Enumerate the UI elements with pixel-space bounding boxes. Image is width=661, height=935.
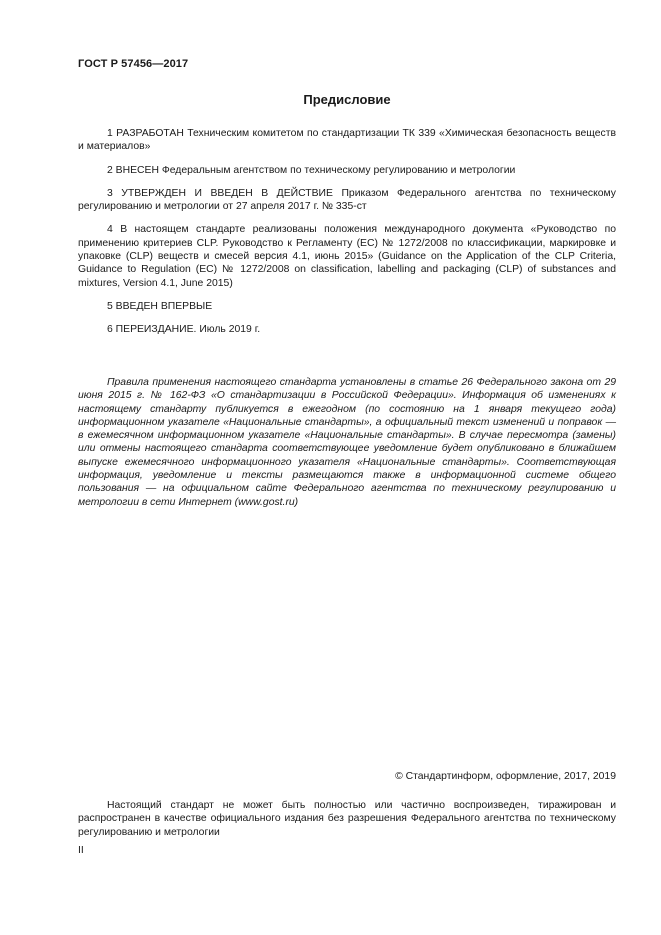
- usage-rules-notice: Правила применения настоящего стандарта установлены в статье 26 Федерального закона от 29 июня 2015 г. № 162-ФЗ «О стандартизации в Российской Федерации». Информация об изменениях к настоящему стандарту публикуется в ежегодном (по состоянию на 1 января текущего года) информационном указателе «Национальные стандарты», а официальный текст изменений и поправок — в ежемесячном информационном указателе «Национальные стандарты». В случае пересмотра (замены) или отмены настоящего стандарта соответствующее уведомление будет опубликовано в ближайшем выпуске ежемесячного информационного указателя «Национальные стандарты». Соответствующая информация, уведомление и тексты размещаются также в информационной системе общего пользования — на официальном сайте Федерального агентства по техническому регулированию и метрологии в сети Интернет (www.gost.ru): [78, 377, 616, 508]
- preface-item-6: 6 ПЕРЕИЗДАНИЕ. Июль 2019 г.: [107, 324, 261, 336]
- reprint-notice: Настоящий стандарт не может быть полностью или частично воспроизведен, тиражирован и распространен в качестве официального издания без разрешения Федерального агентства по техническому регулированию и метрологии: [78, 800, 616, 838]
- preface-item-5: 5 ВВЕДЕН ВПЕРВЫЕ: [107, 300, 213, 312]
- section-title: Предисловие: [303, 92, 391, 107]
- standard-code-header: ГОСТ Р 57456—2017: [78, 58, 189, 70]
- preface-item-1: 1 РАЗРАБОТАН Техническим комитетом по стандартизации ТК 339 «Химическая безопасность веществ и материалов»: [78, 128, 616, 153]
- preface-item-3: 3 УТВЕРЖДЕН И ВВЕДЕН В ДЕЙСТВИЕ Приказом Федерального агентства по техническому регулированию и метрологии от 27 апреля 2017 г. № 335-ст: [78, 187, 616, 213]
- page-number: II: [78, 845, 84, 856]
- preface-item-4: 4 В настоящем стандарте реализованы положения международного документа «Руководство по применению критериев CLP. Руководство к Регламенту (ЕС) № 1272/2008 по классификации, маркировке и упаковке (CLP) веществ и смесей версия 4.1, июнь 2015» (Guidance on the Application of the CLP Criteria, Guidance to Regulation (EC) № 1272/2008 on classification, labelling and packaging (CLP) of substances and mixtures, Version 4.1, June 2015): [78, 224, 616, 289]
- copyright-line: © Стандартинформ, оформление, 2017, 2019: [395, 771, 616, 782]
- preface-item-2: 2 ВНЕСЕН Федеральным агентством по техническому регулированию и метрологии: [107, 164, 516, 176]
- preface-body: [78, 127, 616, 347]
